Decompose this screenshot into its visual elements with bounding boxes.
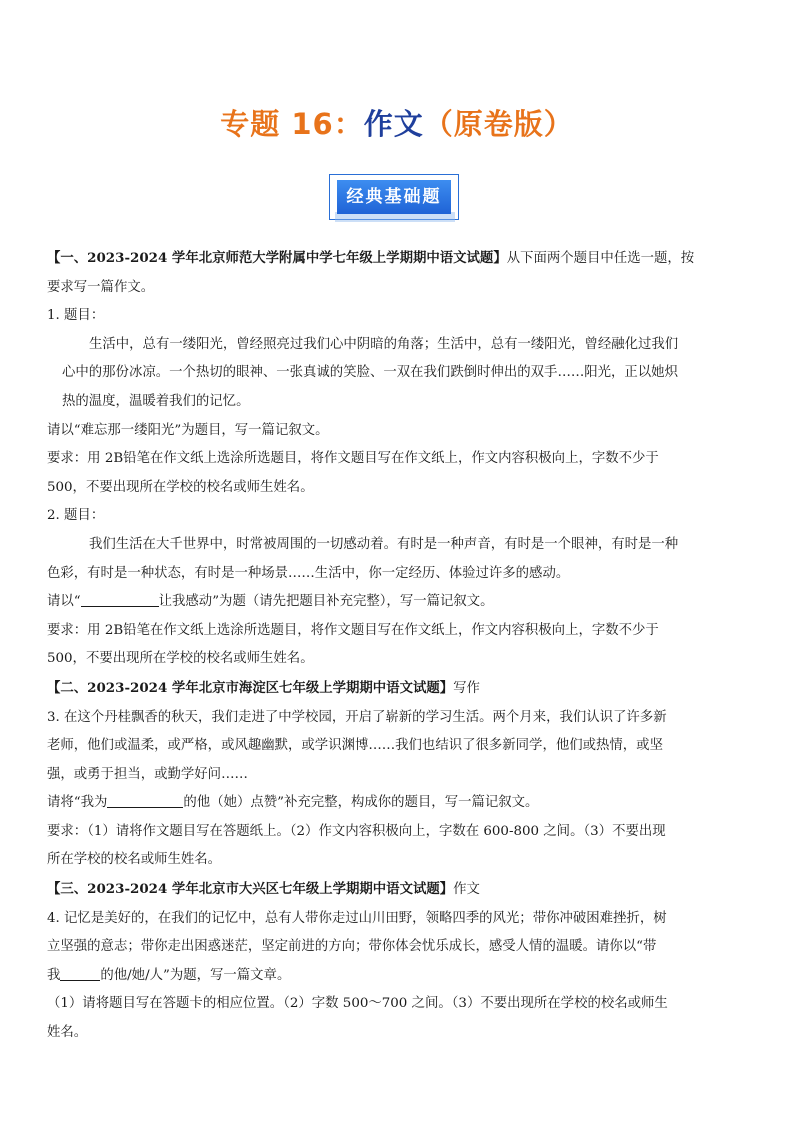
q1-prompt: 请以“难忘那一缕阳光”为题目，写一篇记叙文。: [47, 422, 329, 438]
q3-prompt: [47, 789, 747, 818]
q4-line1: 4. 记忆是美好的，在我们的记忆中，总有人带你走过山川田野，领略四季的风光；带你冲破困难挫折，树: [47, 910, 667, 926]
q2-prompt-end: 让我感动”为题（请先把题目补充完整），写一篇记叙文。: [158, 594, 494, 610]
section-3-bracket-close: 】: [439, 881, 454, 898]
section-3-heading: [47, 875, 747, 905]
q2-label: 2. 题目：: [47, 508, 105, 524]
section-1-intro: 从下面两个题目中任选一题，按: [506, 251, 695, 266]
section-1-source: 一、2023-2024 学年北京师范大学附属中学七年级上学期期中语文试题: [60, 250, 494, 266]
title-suffix: （原卷版）: [423, 107, 574, 141]
q4-line3-end: 的他/她/人”为题，写一篇文章。: [100, 967, 291, 983]
section-1-bracket-close: 】: [493, 250, 507, 266]
section-2-source: 二、2023-2024 学年北京市海淀区七年级上学期期中语文试题: [60, 679, 440, 696]
q3-line3: 强，或勇于担当，或勤学好问……: [47, 766, 248, 782]
section-2-tail: 写作: [453, 680, 480, 696]
q3-requirement-line2: 所在学校的校名或师生姓名。: [47, 852, 222, 868]
q1-paragraph-line1: 生活中，总有一缕阳光，曾经照亮过我们心中阴暗的角落；生活中，总有一缕阳光，曾经融化过我们: [89, 336, 679, 352]
title-main: 作文: [363, 107, 424, 141]
q1-paragraph-line2: 心中的那份冰凉。一个热切的眼神、一张真诚的笑脸、一双在我们跌倒时伸出的双手……阳光，正以她炽: [62, 365, 678, 381]
q2-paragraph-line2: 色彩，有时是一种状态，有时是一种场景……生活中，你一定经历、体验过许多的感动。: [47, 565, 570, 581]
q3-prompt-end: 的他（她）点赞”补充完整，构成你的题目，写一篇记叙文。: [183, 795, 539, 811]
q2-fill-blank: [81, 592, 159, 607]
q3-prompt-start: 请将“我为: [47, 795, 108, 811]
section-1-intro-line2: 要求写一篇作文。: [47, 279, 155, 295]
q3-line2: 老师，他们或温柔，或严格，或风趣幽默，或学识渊博……我们也结识了很多新同学，他们或热情，或坚: [47, 738, 663, 754]
section-1-bracket-open: 【: [47, 250, 61, 266]
q1-requirement-line2: 500，不要出现所在学校的校名或师生姓名。: [47, 479, 314, 495]
section-3-tail: 作文: [453, 882, 480, 898]
q4-requirement-line1: （1）请将题目写在答题卡的相应位置。（2）字数 500～700 之间。（3）不要出现所在学校的校名或师生: [47, 996, 668, 1012]
q1-requirement-line1: 要求：用 2B铅笔在作文纸上选涂所选题目，将作文题目写在作文纸上，作文内容积极向上，字数不少于: [47, 451, 659, 467]
document-body: [47, 244, 747, 1048]
page-title: [0, 104, 794, 144]
section-badge: [329, 174, 461, 222]
section-2-bracket-open: 【: [47, 679, 61, 696]
section-3-source: 三、2023-2024 学年北京市大兴区七年级上学期期中语文试题: [60, 881, 440, 898]
q2-prompt: [47, 588, 747, 617]
section-3-bracket-open: 【: [47, 881, 61, 898]
q3-fill-blank: [107, 793, 183, 808]
section-2-heading: [47, 674, 747, 704]
q2-requirement-line1: 要求：用 2B铅笔在作文纸上选涂所选题目，将作文题目写在作文纸上，作文内容积极向上，字数不少于: [47, 622, 659, 638]
q1-label: 1. 题目：: [47, 308, 105, 324]
q2-requirement-line2: 500，不要出现所在学校的校名或师生姓名。: [47, 651, 314, 667]
section-2-bracket-close: 】: [439, 679, 454, 696]
q4-requirement-line2: 姓名。: [47, 1025, 88, 1041]
q2-paragraph-line1: 我们生活在大千世界中，时常被周围的一切感动着。有时是一种声音，有时是一个眼神，有时是一种: [89, 536, 679, 552]
q3-requirement-line1: 要求：（1）请将作文题目写在答题纸上。（2）作文内容积极向上，字数在 600-800 之间。（3）不要出现: [47, 823, 666, 839]
section-1-heading: [47, 244, 747, 274]
q1-paragraph-line3: 热的温度，温暖着我们的记忆。: [62, 393, 250, 409]
q2-prompt-start: 请以“: [47, 594, 81, 610]
q4-line2: 立坚强的意志；带你走出困惑迷茫，坚定前进的方向；带你体会忧乐成长，感受人情的温暖。请你以“带: [47, 939, 657, 955]
title-prefix: 专题 16：: [220, 107, 364, 141]
badge-label: 经典基础题: [337, 180, 451, 214]
q3-line1: 3. 在这个丹桂飘香的秋天，我们走进了中学校园，开启了崭新的学习生活。两个月来，我们认识了许多新: [47, 709, 667, 725]
q4-fill-blank: [60, 966, 100, 981]
q4-line3-start: 我: [47, 967, 61, 983]
q4-line3: [47, 962, 747, 991]
